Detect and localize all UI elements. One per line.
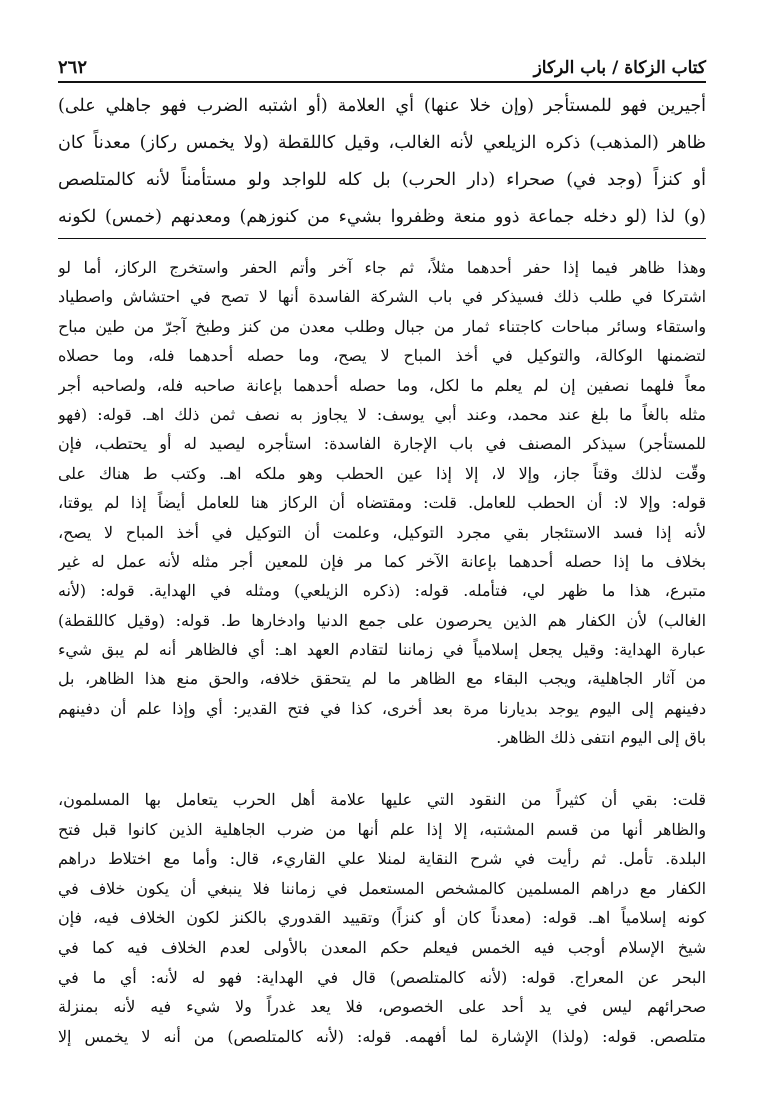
commentary-line: قلت: بقي أن كثيراً من النقود التي عليها علامة أهل الحرب يتعامل بها المسلمون، bbox=[58, 790, 706, 809]
commentary-line: كونه إسلامياً اهـ. قوله: (معدناً كان أو كنزاً) وتقييد القدوري بالكنز لكون الخلاف فيه، فإن bbox=[58, 908, 706, 928]
main-text-line: ظاهر (المذهب) ذكره الزيلعي لأنه الغالب، وقيل كاللقطة (ولا يخمس ركاز) معدناً كان bbox=[58, 133, 706, 153]
commentary-line: عبارة الهداية: وقيل يجعل إسلامياً في زماننا لتقادم العهد اهـ: أي فالظاهر أنه لم يبق شيء bbox=[58, 640, 706, 660]
commentary-line: من آثار الجاهلية، ويجب البقاء مع الظاهر ما لم يتحقق خلافه، والحق منع هذا الظاهر، بل bbox=[58, 669, 706, 689]
commentary-line: وهذا ظاهر فيما إذا حفر أحدهما مثلاً، ثم جاء آخر وأتم الحفر واستخرج الركاز، أما لو bbox=[58, 258, 706, 277]
commentary-line: متلصص. قوله: (ولذا) الإشارة لما أفهمه. قوله: (لأنه كالمتلصص) من أنه لا يخمس إلا bbox=[58, 1026, 706, 1046]
page-header bbox=[58, 48, 706, 78]
commentary-line: متبرع، هذا ما ظهر لي، فتأمله. قوله: (ذكره الزيلعي) ومثله في الهداية. قوله: (لأنه bbox=[58, 581, 706, 601]
page-number: ٢٦٢ bbox=[58, 57, 88, 78]
commentary-line: لأنه إذا فسد الاستئجار بقي مجرد التوكيل، وعلمت أن التوكيل في أخذ المباح لا يصح، bbox=[58, 522, 706, 542]
main-text-line: (و) لذا (لو دخله جماعة ذوو منعة وظفروا بشيء من كنوزهم) ومعدنهم (خمس) لكونه bbox=[58, 207, 706, 227]
main-text bbox=[58, 88, 706, 236]
commentary-line: دفينهم إلى اليوم يوجد بديارنا مرة بعد أخرى، كذا في فتح القدير: أي وإذا علم أن دفينهم bbox=[58, 698, 706, 718]
commentary-line: معاً فلهما نصفين إن لم يعلم ما لكل، وما حصله أحدهما بإعانة صاحبه فله، ولصاحبه أجر bbox=[58, 375, 706, 395]
commentary-part-2 bbox=[58, 785, 706, 1051]
commentary-line: شيخ الإسلام أوجب فيه الخمس فيعلم حكم المعدن بالأولى لعدم الخلاف فيه كما في bbox=[58, 937, 706, 957]
commentary-line: البحر عن المعراج. قوله: (لأنه كالمتلصص) قال في الهداية: فهو له لأنه: أي ما في bbox=[58, 967, 706, 987]
commentary-divider bbox=[58, 238, 706, 239]
commentary-line: باق إلى اليوم انتفى ذلك الظاهر. bbox=[496, 728, 706, 748]
main-text-line: أو كنزاً (وجد في) صحراء (دار الحرب) بل كله للواجد ولو مستأمناً لأنه كالمتلصص bbox=[58, 170, 706, 190]
commentary-line: واستقاء وسائر مباحات كاجتناء ثمار من جبال وطلب معدن من كنز وطبخ آجرّ من طين مباح bbox=[58, 316, 706, 336]
running-head: كتاب الزكاة / باب الركاز bbox=[533, 58, 706, 78]
commentary-line: لتضمنها الوكالة، والتوكيل في أخذ المباح لا يصح، وما حصله أحدهما فله، وما حصلاه bbox=[58, 346, 706, 366]
commentary-line: قوله: وإلا لا: أن الحطب للعامل. قلت: ومقتضاه أن الركاز هنا للعامل أيضاً إذا لم يوقتا، bbox=[58, 493, 706, 513]
commentary-line: البلدة. تأمل. ثم رأيت في شرح النقاية لمنلا علي القاريء، قال: وأما مع اختلاط دراهم bbox=[58, 849, 706, 869]
header-rule bbox=[58, 81, 706, 83]
commentary-line: للمستأجر) سيذكر المصنف في باب الإجارة الفاسدة: استأجره ليصيد له أو يحتطب، فإن bbox=[58, 434, 706, 454]
commentary-line: والظاهر أنها من قسم المشتبه، إلا إذا علم أنها من ضرب الجاهلية الذين كانوا قبل فتح bbox=[58, 819, 706, 839]
main-text-line: أجيرين فهو للمستأجر (وإن خلا عنها) أي العلامة (أو اشتبه الضرب فهو جاهلي على) bbox=[58, 96, 706, 116]
commentary-line: بخلاف ما إذا حصله أحدهما بإعانة الآخر كما مر فإن للمعين أجر مثله لأنه عمل له غير bbox=[58, 551, 706, 571]
commentary-line: صحرائهم ليس في يد أحد على الخصوص، فلا يعد غدراً ولا شيء فيه لأنه بمنزلة bbox=[58, 997, 706, 1017]
commentary-line: الغالب) لأن الكفار هم الذين يحرصون على جمع الدنيا وادخارها ط. قوله: (وقيل كاللقطة) bbox=[58, 610, 706, 630]
commentary-line: مثله بالغاً ما بلغ عند محمد، وعند أبي يوسف: لا يجاوز به نصف ثمن ذلك اهـ. قوله: (فهو bbox=[58, 404, 706, 424]
commentary-line: وقّت لذلك وقتاً جاز، وإلا لا، إلا إذا عين الحطب وهو ملكه اهـ. وكتب ط هناك على bbox=[58, 463, 706, 483]
commentary-line: اشتركا في طلب ذلك فسيذكر في باب الشركة الفاسدة أنها لا تصح في احتشاش واصطياد bbox=[58, 287, 706, 307]
commentary-line: الكفار مع دراهم المسلمين كالمشخص المستعمل في زماننا فلا ينبغي أن يكون خلاف في bbox=[58, 878, 706, 898]
commentary-part-1 bbox=[58, 253, 706, 753]
